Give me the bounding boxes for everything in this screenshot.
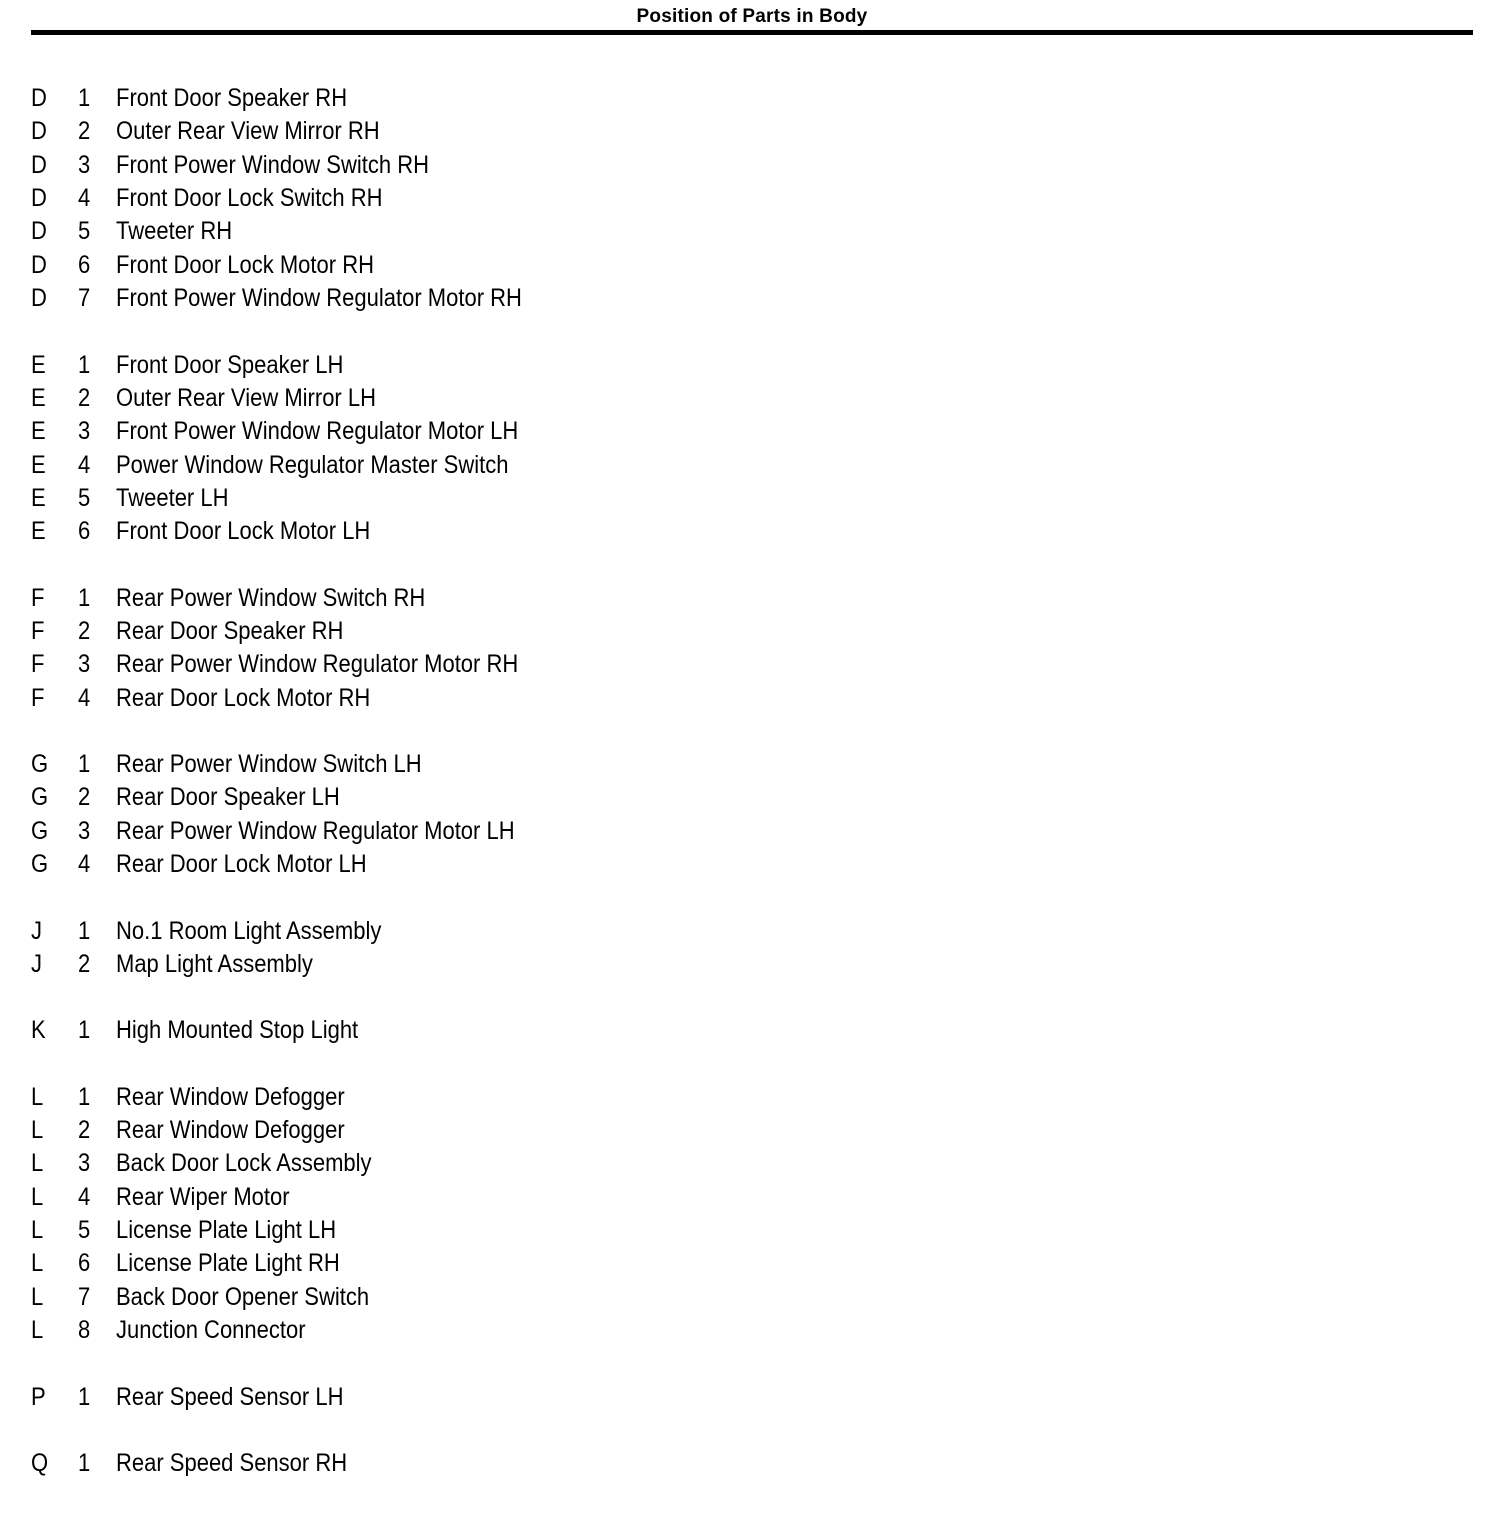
location-letter: L	[31, 1082, 44, 1111]
part-number: 2	[78, 1115, 91, 1144]
parts-list	[0, 82, 1504, 1513]
part-name: Back Door Opener Switch	[116, 1282, 370, 1311]
part-number: 2	[78, 117, 91, 146]
location-letter: F	[31, 683, 45, 712]
part-group-g	[0, 748, 1504, 881]
part-number: 2	[78, 949, 91, 978]
list-item	[0, 1281, 1504, 1314]
location-letter: E	[31, 383, 46, 412]
part-number: 2	[78, 383, 91, 412]
part-number: 3	[78, 417, 91, 446]
list-item	[0, 149, 1504, 182]
part-name: Front Door Speaker LH	[116, 350, 344, 379]
list-item	[0, 515, 1504, 548]
list-item	[0, 815, 1504, 848]
location-letter: G	[31, 750, 49, 779]
part-number: 7	[78, 1282, 91, 1311]
part-number: 6	[78, 1249, 91, 1278]
part-number: 1	[78, 1016, 91, 1045]
part-name: License Plate Light RH	[116, 1249, 340, 1278]
location-letter: G	[31, 783, 49, 812]
part-number: 5	[78, 217, 91, 246]
list-item	[0, 415, 1504, 448]
part-number: 1	[78, 583, 91, 612]
part-name: Front Door Lock Switch RH	[116, 184, 383, 213]
list-item	[0, 948, 1504, 981]
part-number: 2	[78, 783, 91, 812]
location-letter: D	[31, 117, 47, 146]
list-item	[0, 682, 1504, 715]
part-name: Front Door Lock Motor LH	[116, 517, 371, 546]
part-name: Outer Rear View Mirror RH	[116, 117, 380, 146]
part-number: 4	[78, 683, 91, 712]
part-name: Back Door Lock Assembly	[116, 1149, 372, 1178]
part-number: 8	[78, 1316, 91, 1345]
part-number: 1	[78, 750, 91, 779]
part-name: Rear Wiper Motor	[116, 1182, 290, 1211]
part-group-p	[0, 1381, 1504, 1414]
part-name: Rear Power Window Regulator Motor LH	[116, 816, 515, 845]
part-number: 1	[78, 1448, 91, 1477]
part-name: Front Power Window Regulator Motor RH	[116, 284, 522, 313]
part-group-d	[0, 82, 1504, 316]
location-letter: L	[31, 1115, 44, 1144]
part-number: 5	[78, 1216, 91, 1245]
part-name: Front Power Window Regulator Motor LH	[116, 417, 519, 446]
location-letter: D	[31, 150, 47, 179]
part-name: License Plate Light LH	[116, 1216, 337, 1245]
part-name: Rear Power Window Regulator Motor RH	[116, 650, 519, 679]
part-name: Rear Door Speaker LH	[116, 783, 340, 812]
location-letter: E	[31, 350, 46, 379]
part-group-k	[0, 1014, 1504, 1047]
part-name: Tweeter RH	[116, 217, 233, 246]
location-letter: F	[31, 650, 45, 679]
list-item	[0, 648, 1504, 681]
location-letter: L	[31, 1316, 44, 1345]
list-item	[0, 349, 1504, 382]
part-name: Front Power Window Switch RH	[116, 150, 429, 179]
list-item	[0, 1314, 1504, 1347]
location-letter: K	[31, 1016, 46, 1045]
list-item	[0, 1181, 1504, 1214]
location-letter: D	[31, 250, 47, 279]
list-item	[0, 1381, 1504, 1414]
location-letter: G	[31, 816, 49, 845]
location-letter: L	[31, 1149, 44, 1178]
part-number: 6	[78, 250, 91, 279]
list-item	[0, 615, 1504, 648]
part-name: Rear Speed Sensor LH	[116, 1382, 344, 1411]
part-name: Outer Rear View Mirror LH	[116, 383, 376, 412]
list-item	[0, 1147, 1504, 1180]
part-group-q	[0, 1447, 1504, 1480]
part-number: 7	[78, 284, 91, 313]
part-number: 5	[78, 483, 91, 512]
part-name: Map Light Assembly	[116, 949, 313, 978]
part-name: No.1 Room Light Assembly	[116, 916, 382, 945]
location-letter: E	[31, 450, 46, 479]
part-name: Front Door Speaker RH	[116, 84, 348, 112]
list-item	[0, 1214, 1504, 1247]
location-letter: D	[31, 284, 47, 313]
list-item	[0, 482, 1504, 515]
part-name: Rear Power Window Switch RH	[116, 583, 426, 612]
location-letter: D	[31, 217, 47, 246]
list-item	[0, 1081, 1504, 1114]
part-name: Tweeter LH	[116, 483, 229, 512]
list-item	[0, 1247, 1504, 1280]
part-group-f	[0, 582, 1504, 715]
list-item	[0, 1114, 1504, 1147]
list-item	[0, 1014, 1504, 1047]
part-name: Junction Connector	[116, 1316, 306, 1345]
list-item	[0, 282, 1504, 315]
part-number: 3	[78, 816, 91, 845]
part-number: 4	[78, 850, 91, 879]
list-item	[0, 781, 1504, 814]
location-letter: E	[31, 417, 46, 446]
part-number: 1	[78, 1082, 91, 1111]
part-number: 1	[78, 350, 91, 379]
location-letter: F	[31, 583, 45, 612]
part-name: Rear Door Lock Motor RH	[116, 683, 371, 712]
location-letter: E	[31, 483, 46, 512]
location-letter: J	[31, 916, 42, 945]
part-group-l	[0, 1081, 1504, 1348]
list-item	[0, 82, 1504, 115]
location-letter: L	[31, 1216, 44, 1245]
list-item	[0, 915, 1504, 948]
part-group-e	[0, 349, 1504, 549]
location-letter: L	[31, 1249, 44, 1278]
location-letter: F	[31, 617, 45, 646]
part-number: 4	[78, 184, 91, 213]
location-letter: L	[31, 1282, 44, 1311]
part-name: Power Window Regulator Master Switch	[116, 450, 509, 479]
part-group-j	[0, 915, 1504, 982]
part-number: 3	[78, 650, 91, 679]
list-item	[0, 182, 1504, 215]
part-name: Rear Door Speaker RH	[116, 617, 344, 646]
part-number: 4	[78, 1182, 91, 1211]
part-name: Rear Window Defogger	[116, 1082, 345, 1111]
part-number: 6	[78, 517, 91, 546]
part-name: Rear Window Defogger	[116, 1115, 345, 1144]
list-item	[0, 449, 1504, 482]
part-name: Front Door Lock Motor RH	[116, 250, 374, 279]
list-item	[0, 748, 1504, 781]
location-letter: G	[31, 850, 49, 879]
list-item	[0, 249, 1504, 282]
list-item	[0, 582, 1504, 615]
location-letter: D	[31, 84, 47, 112]
part-name: Rear Power Window Switch LH	[116, 750, 422, 779]
part-number: 1	[78, 1382, 91, 1411]
location-letter: Q	[31, 1448, 49, 1477]
title-divider	[31, 30, 1473, 35]
part-name: High Mounted Stop Light	[116, 1016, 359, 1045]
location-letter: E	[31, 517, 46, 546]
part-number: 2	[78, 617, 91, 646]
part-name: Rear Door Lock Motor LH	[116, 850, 367, 879]
list-item	[0, 848, 1504, 881]
list-item	[0, 1447, 1504, 1480]
part-number: 3	[78, 150, 91, 179]
list-item	[0, 382, 1504, 415]
part-number: 4	[78, 450, 91, 479]
part-number: 1	[78, 916, 91, 945]
location-letter: J	[31, 949, 42, 978]
list-item	[0, 115, 1504, 148]
part-name: Rear Speed Sensor RH	[116, 1448, 348, 1477]
page-title: Position of Parts in Body	[636, 6, 868, 27]
list-item	[0, 215, 1504, 248]
location-letter: L	[31, 1182, 44, 1211]
location-letter: P	[31, 1382, 46, 1411]
location-letter: D	[31, 184, 47, 213]
part-number: 1	[78, 84, 91, 112]
part-number: 3	[78, 1149, 91, 1178]
